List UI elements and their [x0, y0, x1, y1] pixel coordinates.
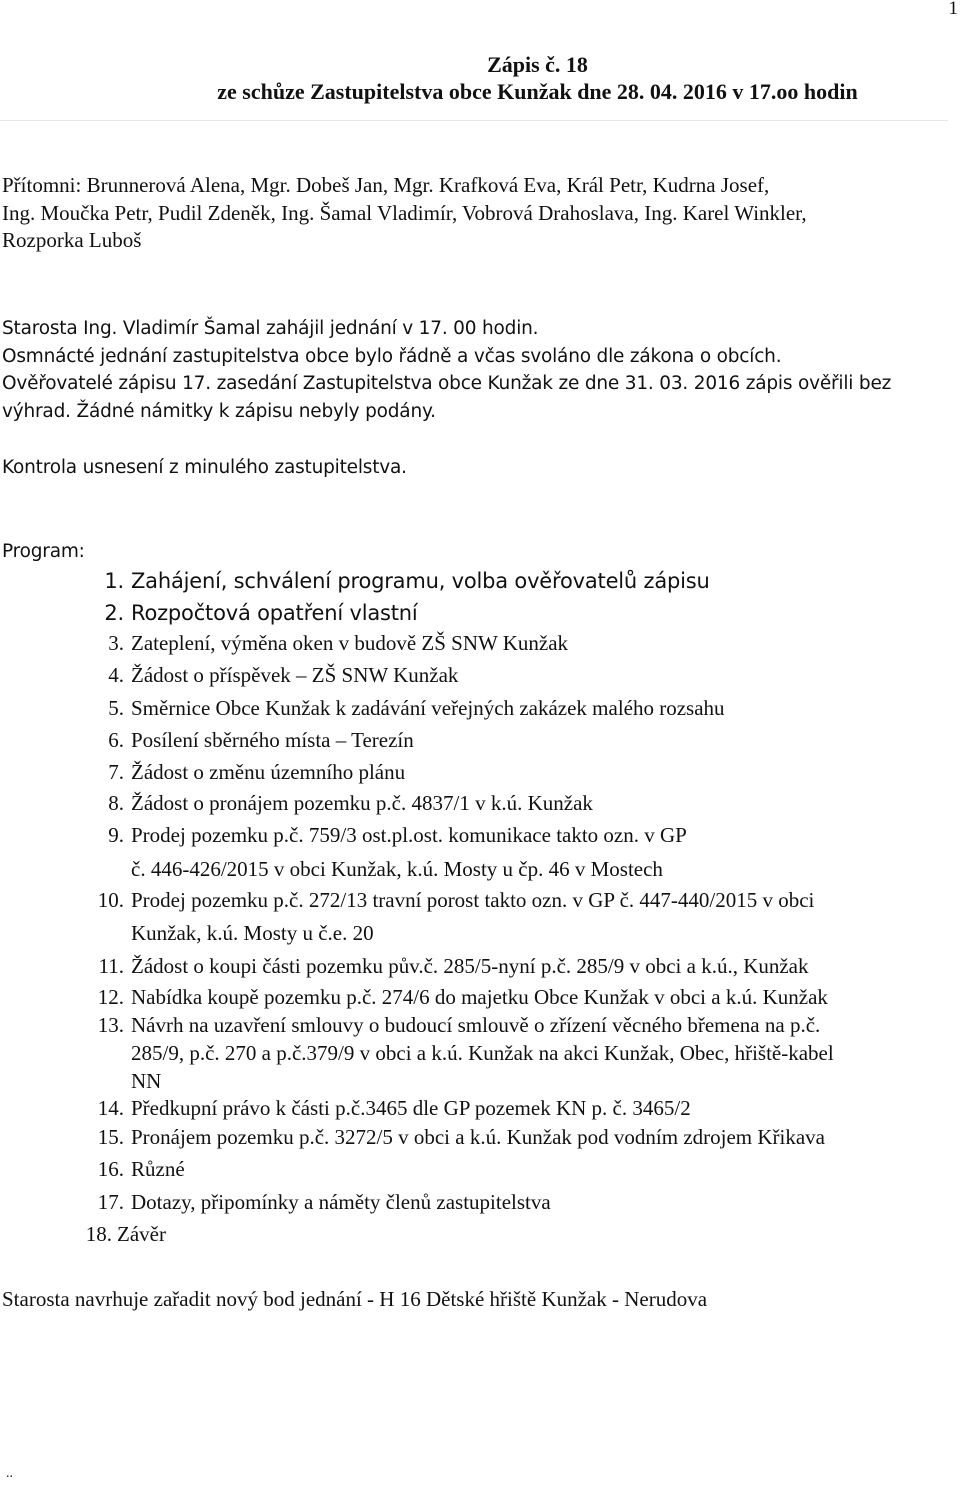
closing-proposal: Starosta navrhuje zařadit nový bod jednání - H 16 Dětské hřiště Kunžak - Nerudova — [2, 1287, 708, 1311]
header-divider — [0, 120, 948, 121]
program-label: Program: — [2, 541, 85, 562]
attendance-line: Rozporka Luboš — [2, 228, 142, 253]
footer-mark: .. — [6, 1466, 13, 1481]
intro-line: Osmnácté jednání zastupitelstva obce bylo řádně a včas svoláno dle zákona o obcích. — [2, 345, 782, 367]
document-subtitle: ze schůze Zastupitelstva obce Kunžak dne 28. 04. 2016 v 17.oo hodin — [217, 79, 858, 104]
page-number: 1 — [948, 0, 958, 19]
attendance-block — [2, 172, 957, 255]
attendance-line: Ing. Moučka Petr, Pudil Zdeněk, Ing. Šamal Vladimír, Vobrová Drahoslava, Ing. Karel Winkler, — [2, 200, 807, 225]
intro-line: Starosta Ing. Vladimír Šamal zahájil jednání v 17. 00 hodin. — [2, 318, 539, 339]
control-note: Kontrola usnesení z minulého zastupitelstva. — [2, 457, 407, 478]
document-page: 1 Zápis č. 18 ze schůze Zastupitelstva obce Kunžak dne 28. 04. 2016 v 17.oo hodin Přítomni: Brunnerová Alena, Mgr. Dobeš Jan, Mgr. Krafková Eva, Král Petr, Kudrna Josef, Ing. Moučka Petr, Pudil Zdeněk, Ing. Šamal Vladimír, Vobrová Drahoslava, Ing. Karel Winkler, Rozporka Luboš Starosta Ing. Vladimír Šamal zahájil jednání v 17. 00 hodin. Osmnácté jednání zastupitelstva obce bylo řádně a včas svoláno dle zákona o obcích. Ověřovatelé zápisu 17. zasedání Zastupitelstva obce Kunžak ze dne 31. 03. 2016 zápis ověřili bez výhrad. Žádné námitky k zápisu nebyly podány. Kontrola usnesení z minulého zastupitelstva. Program: 1. Zahájení, schválení programu, volba ověřovatelů zápisu 2. Rozpočtová opatření vlastní 3. Zateplení, výměna oken v budově ZŠ SNW Kunžak 4. Žádost o příspěvek – ZŠ SNW Kunžak 5. Směrnice Obce Kunžak k zadávání veřejných zakázek malého rozsahu 6. Posílení sběrného místa – Terezín 7. Žádost o změnu územního plánu 8. Žádost o pronájem pozemku p.č. 4837/1 v k.ú. Kunžak 9. Prodej pozemku p.č. 759/3 ost.pl.ost. komunikace takto ozn. v GP č. 446-426/2015 v obci Kunžak, k.ú. Mosty u čp. 46 v Mostech 10. Prodej pozemku p.č. 272/13 travní porost takto ozn. v GP č. 447-440/2015 v obci Kunžak, k.ú. Mosty u č.e. 20 11. Žádost o koupi části pozemku pův.č. 285/5-nyní p.č. 285/9 v obci a k.ú., Kunžak 12. Nabídka koupě pozemku p.č. 274/6 do majetku Obce Kunžak v obci a k.ú. Kunžak 13. Návrh na uzavření smlouvy o budoucí smlouvě o zřízení věcného břemena na p.č. 285/9, p.č. 270 a p.č.379/9 v obci a k.ú. Kunžak na akci Kunžak, Obec, hřiště-kabel NN 14. Předkupní právo k části p.č.3465 dle GP pozemek KN p. č. 3465/2 15. Pronájem pozemku p.č. 3272/5 v obci a k.ú. Kunžak pod vodním zdrojem Křikava 16. Různé 17. Dotazy, připomínky a náměty členů zastupitelstva 18. Závěr Starosta navrhuje zařadit nový bod jednání - H 16 Dětské hřiště Kunžak - Nerudova .. — [0, 0, 960, 1492]
intro-line: Ověřovatelé zápisu 17. zasedání Zastupitelstva obce Kunžak ze dne 31. 03. 2016 zápis ověřili bez — [2, 373, 892, 395]
document-title: Zápis č. 18 — [487, 52, 588, 77]
intro-line: výhrad. Žádné námitky k zápisu nebyly podány. — [2, 401, 436, 423]
intro-block — [2, 315, 891, 426]
attendance-line: Přítomni: Brunnerová Alena, Mgr. Dobeš Jan, Mgr. Krafková Eva, Král Petr, Kudrna Josef, — [2, 173, 770, 197]
